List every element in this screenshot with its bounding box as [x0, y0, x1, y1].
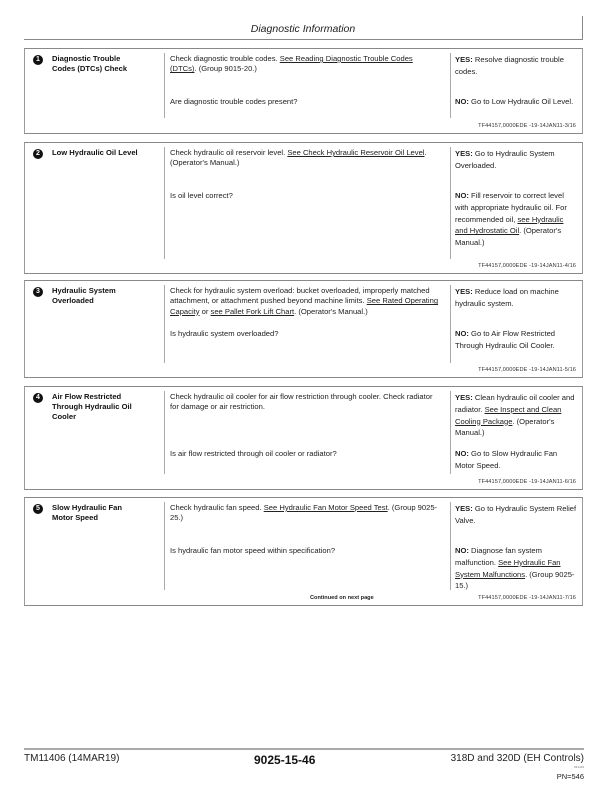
- check-instruction: Check diagnostic trouble codes. See Reading Diagnostic Trouble Codes (DTCs). (Group 9015-20.): [170, 54, 413, 74]
- yes-answer: YES: Clean hydraulic oil cooler and radiator. See Inspect and Clean Cooling Package. (Operator's Manual.): [455, 393, 575, 438]
- reference-code: TF44157,0000EDE -19-14JAN11-4/16: [478, 263, 576, 269]
- diagnostic-step-5: [24, 497, 583, 606]
- column-divider: [164, 53, 165, 118]
- check-question: Is oil level correct?: [170, 191, 233, 200]
- answer-divider: [450, 147, 451, 259]
- yes-answer: YES: Resolve diagnostic trouble codes.: [455, 55, 564, 76]
- link-check-reservoir-oil-level[interactable]: See Check Hydraulic Reservoir Oil Level: [287, 148, 425, 157]
- model-name: 318D and 320D (EH Controls): [450, 753, 584, 764]
- footer-rule: [24, 748, 584, 750]
- link-pallet-fork-lift-chart[interactable]: see Pallet Fork Lift Chart: [210, 306, 295, 316]
- link-fan-motor-speed-test[interactable]: See Hydraulic Fan Motor Speed Test: [263, 503, 388, 512]
- step-title: Hydraulic System Overloaded: [52, 286, 116, 305]
- answer-divider: [450, 53, 451, 118]
- no-answer: NO: Go to Low Hydraulic Oil Level.: [455, 97, 574, 106]
- continued-notice: Continued on next page: [310, 595, 374, 601]
- column-divider: [164, 285, 165, 363]
- check-question: Is air flow restricted through oil cooler or radiator?: [170, 449, 337, 458]
- answer-divider: [450, 502, 451, 590]
- check-instruction: Check hydraulic fan speed. See Hydraulic Fan Motor Speed Test. (Group 9025-25.): [170, 503, 438, 523]
- step-title: Low Hydraulic Oil Level: [52, 148, 138, 157]
- step-number-badge-icon: 4: [33, 393, 43, 403]
- step-number-badge-icon: 2: [33, 149, 43, 159]
- link-fan-system-malfunctions[interactable]: See Hydraulic Fan System Malfunctions: [455, 557, 561, 579]
- page-header-title: Diagnostic Information: [250, 23, 356, 35]
- step-number-badge-icon: 3: [33, 287, 43, 297]
- check-instruction: Check for hydraulic system overload: bucket overloaded, improperly matched attachment, or attachment pushed beyond machine limits. See Rated Operating Capacity or see Pallet Fork Lift Chart. (Operator's Manual.): [170, 286, 439, 316]
- column-divider: [164, 502, 165, 590]
- check-question: Is hydraulic system overloaded?: [170, 329, 279, 338]
- yes-answer: YES: Go to Hydraulic System Overloaded.: [455, 149, 555, 170]
- reference-code: TF44157,0000EDE -19-14JAN11-6/16: [478, 479, 576, 485]
- check-instruction: Check hydraulic oil reservoir level. See Check Hydraulic Reservoir Oil Level. (Operator's Manual.): [170, 148, 427, 168]
- reference-code: TF44157,0000EDE -19-14JAN11-5/16: [478, 367, 576, 373]
- step-number-badge-icon: 5: [33, 504, 43, 514]
- yes-answer: YES: Go to Hydraulic System Relief Valve.: [455, 504, 577, 525]
- check-question: Is hydraulic fan motor speed within specification?: [170, 546, 336, 555]
- no-answer: NO: Diagnose fan system malfunction. See Hydraulic Fan System Malfunctions. (Group 9025-15.): [455, 546, 575, 591]
- step-title: Diagnostic Trouble Codes (DTCs) Check: [52, 54, 128, 73]
- page-header: [24, 16, 583, 40]
- diagnostic-step-2: [24, 142, 583, 274]
- check-question: Are diagnostic trouble codes present?: [170, 97, 298, 106]
- reference-code: TF44157,0000EDE -19-14JAN11-3/16: [478, 123, 576, 129]
- no-answer: NO: Go to Slow Hydraulic Fan Motor Speed.: [455, 449, 558, 470]
- reference-code: TF44157,0000EDE -19-14JAN11-7/16: [478, 595, 576, 601]
- column-divider: [164, 391, 165, 474]
- link-rated-operating-capacity[interactable]: See Rated Operating Capacity: [170, 296, 439, 316]
- tiny-code: 031419: [573, 765, 584, 769]
- link-hydraulic-hydrostatic-oil[interactable]: see Hydraulic and Hydrostatic Oil: [455, 214, 564, 236]
- link-reading-dtcs[interactable]: See Reading Diagnostic Trouble Codes (DTCs): [170, 54, 413, 74]
- diagnostic-step-3: [24, 280, 583, 378]
- diagnostic-step-1: [24, 48, 583, 134]
- check-instruction: Check hydraulic oil cooler for air flow restriction through cooler. Check radiator for damage or air restriction.: [170, 392, 433, 412]
- diagnostic-step-4: [24, 386, 583, 490]
- step-number-badge-icon: 1: [33, 55, 43, 65]
- page-number: 9025-15-46: [254, 753, 316, 767]
- answer-divider: [450, 391, 451, 474]
- no-answer: NO: Go to Air Flow Restricted Through Hydraulic Oil Cooler.: [455, 329, 556, 350]
- yes-answer: YES: Reduce load on machine hydraulic system.: [455, 287, 559, 308]
- link-inspect-clean-cooling-package[interactable]: See Inspect and Clean Cooling Package: [455, 404, 562, 426]
- column-divider: [164, 147, 165, 259]
- step-title: Slow Hydraulic Fan Motor Speed: [52, 503, 123, 522]
- manual-id: TM11406 (14MAR19): [24, 753, 120, 764]
- answer-divider: [450, 285, 451, 363]
- step-title: Air Flow Restricted Through Hydraulic Oil Cooler: [52, 392, 132, 421]
- pn-number: PN=546: [556, 772, 584, 781]
- no-answer: NO: Fill reservoir to correct level with appropriate hydraulic oil. For recommended oil, see Hydraulic and Hydrostatic Oil. (Operator's Manual.): [455, 191, 567, 248]
